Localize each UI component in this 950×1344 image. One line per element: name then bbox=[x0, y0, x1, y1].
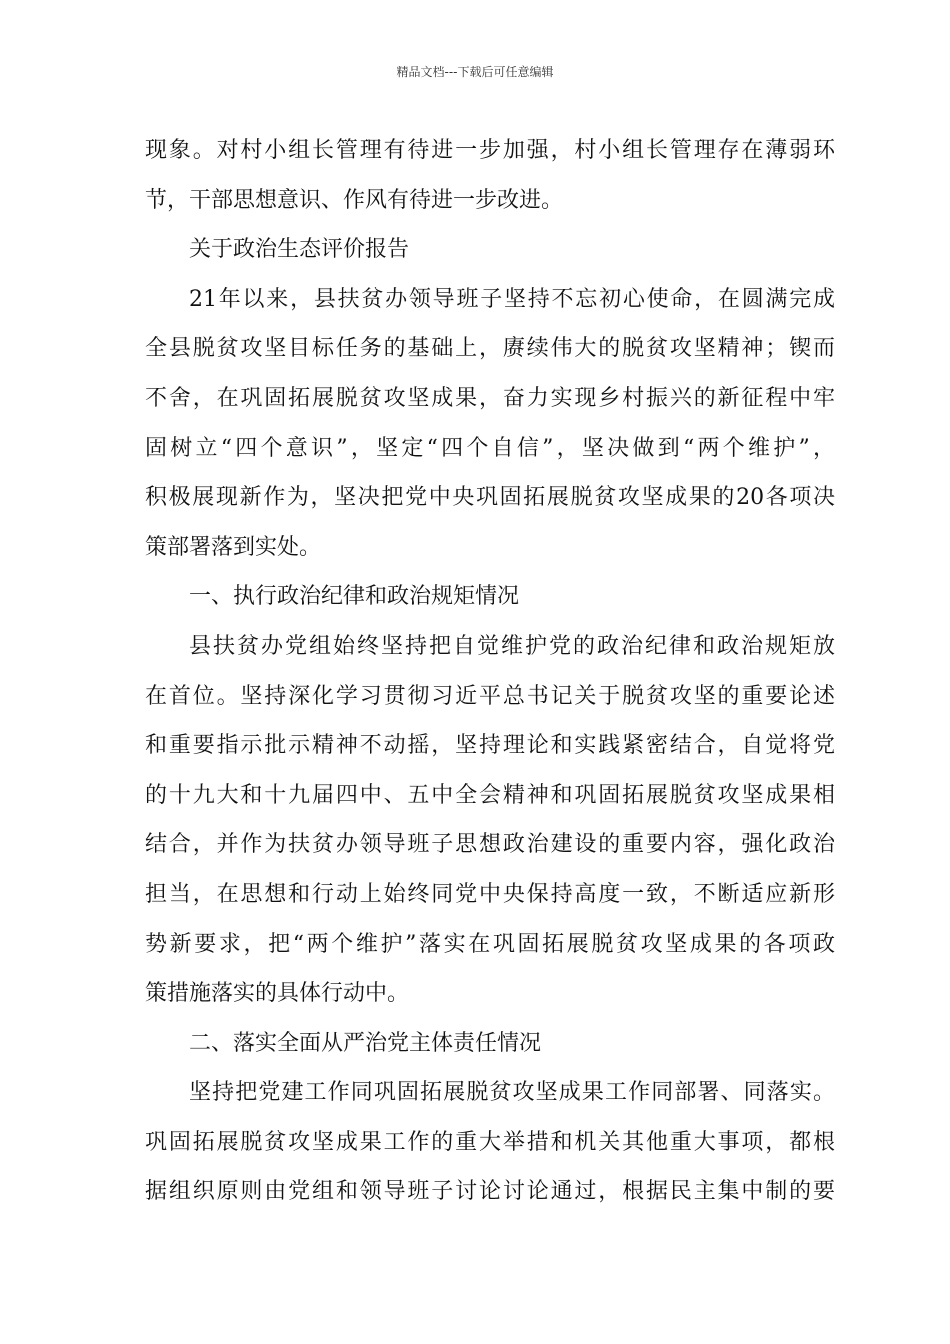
text-line: 二、落实全面从严治党主体责任情况 bbox=[189, 1030, 542, 1056]
text-line: 和重要指示批示精神不动摇，坚持理论和实践紧密结合，自觉将党 bbox=[145, 733, 835, 759]
text-line: 的十九大和十九届四中、五中全会精神和巩固拓展脱贫攻坚成果相 bbox=[145, 782, 835, 808]
text-line: 巩固拓展脱贫攻坚成果工作的重大举措和机关其他重大事项，都根 bbox=[145, 1129, 835, 1155]
text-line: 不舍，在巩固拓展脱贫攻坚成果，奋力实现乡村振兴的新征程中牢 bbox=[145, 385, 835, 411]
text-line: 固树立“四个意识”，坚定“四个自信”，坚决做到“两个维护”， bbox=[145, 435, 835, 461]
text-line: 策部署落到实处。 bbox=[145, 534, 322, 560]
text-line: 据组织原则由党组和领导班子讨论讨论通过，根据民主集中制的要 bbox=[145, 1179, 835, 1205]
document-body bbox=[145, 126, 835, 1217]
text-line: 担当，在思想和行动上始终同党中央保持高度一致，不断适应新形 bbox=[145, 881, 835, 907]
text-line: 21年以来，县扶贫办领导班子坚持不忘初心使命，在圆满完成 bbox=[189, 286, 835, 312]
text-line: 积极展现新作为，坚决把党中央巩固拓展脱贫攻坚成果的20各项决 bbox=[145, 485, 835, 511]
text-line: 全县脱贫攻坚目标任务的基础上，赓续伟大的脱贫攻坚精神；锲而 bbox=[145, 336, 835, 362]
text-line: 坚持把党建工作同巩固拓展脱贫攻坚成果工作同部署、同落实。 bbox=[189, 1080, 835, 1106]
text-line: 现象。对村小组长管理有待进一步加强，村小组长管理存在薄弱环 bbox=[145, 138, 835, 163]
page-header: 精品文档---下载后可任意编辑 bbox=[396, 65, 554, 79]
text-line: 关于政治生态评价报告 bbox=[189, 237, 410, 263]
text-line: 在首位。坚持深化学习贯彻习近平总书记关于脱贫攻坚的重要论述 bbox=[145, 683, 835, 709]
text-line: 结合，并作为扶贫办领导班子思想政治建设的重要内容，强化政治 bbox=[145, 832, 835, 858]
text-line: 一、执行政治纪律和政治规矩情况 bbox=[189, 584, 520, 610]
text-line: 势新要求，把“两个维护”落实在巩固拓展脱贫攻坚成果的各项政 bbox=[145, 931, 835, 957]
text-line: 策措施落实的具体行动中。 bbox=[145, 981, 410, 1007]
text-line: 县扶贫办党组始终坚持把自觉维护党的政治纪律和政治规矩放 bbox=[189, 633, 835, 659]
text-line: 节，干部思想意识、作风有待进一步改进。 bbox=[145, 187, 564, 213]
